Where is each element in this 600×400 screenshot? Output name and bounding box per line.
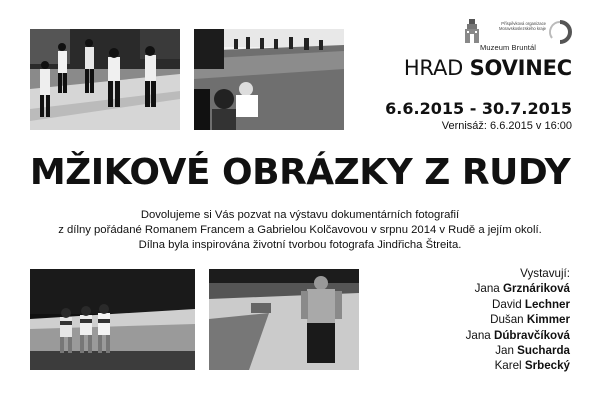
exhibitor: David Lechner — [492, 297, 570, 311]
venue-name: SOVINEC — [469, 56, 572, 80]
exhibition-dates: 6.6.2015 - 30.7.2015 — [385, 99, 572, 118]
venue-title — [404, 56, 572, 80]
photo-pilgrims-on-hill — [194, 29, 344, 130]
exhibition-title: MŽIKOVÉ OBRÁZKY Z RUDY — [29, 152, 571, 193]
photo-procession — [30, 29, 180, 130]
exhibitor: Dušan Kimmer — [490, 313, 570, 327]
venue-prefix: HRAD — [403, 56, 464, 80]
museum-logo — [460, 17, 572, 55]
exhibitor: Jana Dúbravčíková — [465, 328, 570, 342]
half-ring-logo-icon — [548, 20, 572, 44]
invitation-line: z dílny pořádané Romanem Francem a Gabrielou Kolčavovou v srpnu 2014 v Rudě a jejím okolí. — [58, 224, 542, 236]
invitation-line: Dovolujeme si Vás pozvat na výstavu dokumentárních fotografií — [140, 209, 460, 221]
photo-running-boys — [30, 269, 195, 370]
vernissage-info: Vernisáž: 6.6.2015 v 16:00 — [441, 120, 572, 132]
castle-tower-icon — [463, 19, 481, 43]
exhibitor: Karel Srbecký — [494, 359, 570, 373]
invitation-text — [0, 208, 600, 253]
exhibitors-list — [466, 266, 570, 374]
exhibitor: Jana Grznáriková — [474, 282, 570, 296]
exhibitors-heading: Vystavují: — [520, 267, 570, 280]
exhibitor: Jan Sucharda — [495, 344, 570, 358]
photo-shirtless-man — [209, 269, 359, 370]
logo-org-text: Příspěvková organizace Moravskoslezského kraje — [498, 21, 546, 31]
invitation-line: Dílna byla inspirována životní tvorbou fotografa Jindřicha Štreita. — [138, 239, 462, 251]
logo-museum-name: Muzeum Bruntál — [480, 43, 537, 52]
